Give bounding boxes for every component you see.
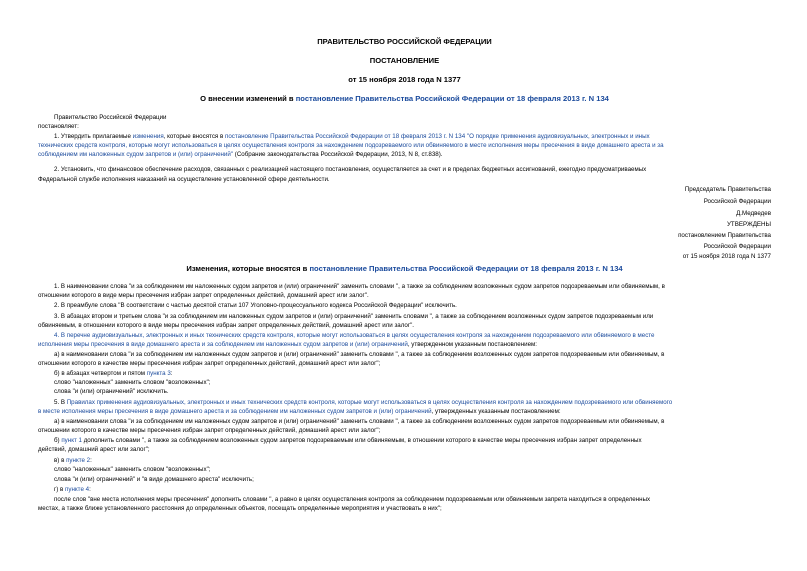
item-line xyxy=(54,486,91,495)
item-line: 3. В абзацах втором и третьем слова "и за соблюдением им наложенных судом запретов и (или) ограничений" заменить словами ", а также за соблюдением возложенных судом запретов подозреваемым или xyxy=(54,313,654,320)
item-line: а) в наименовании слова "и за соблюдением им наложенных судом запретов и (или) ограничений" заменить словами ", а также за соблюдением возложенных судом запретов подозреваемым или обвиняемым, в xyxy=(54,351,665,358)
item-line: слово "наложенных" заменить словом "возложенных"; xyxy=(54,379,211,386)
intro-line: постановляет: xyxy=(38,123,79,130)
item-line: а) в наименовании слова "и за соблюдением им наложенных судом запретов и (или) ограничений" заменить словами ", а также за соблюдением возложенных судом запретов подозреваемым или обвиняемым, в xyxy=(54,418,665,425)
intro-line: Правительство Российской Федерации xyxy=(54,114,167,121)
text: б) xyxy=(54,437,62,444)
item-line: отношении которого в качестве меры пресечения избран запрет определенных действий, домашний арест или залог"; xyxy=(38,427,381,434)
rules-link[interactable]: Правилах применения аудиовизуальных, электронных и иных технических средств контроля, которые могут использоваться в целях осуществления контроля за нахождением подозреваемого или обвиняемого xyxy=(66,399,673,406)
clause-link[interactable]: пункте 2 xyxy=(66,457,91,464)
item-line xyxy=(54,370,173,379)
p2-line: 2. Установить, что финансовое обеспечение расходов, связанных с реализацией настоящего постановления, осуществляется за счет и в пределах бюджетных ассигнований, ежегодно предусматриваемых xyxy=(54,166,647,173)
item-line xyxy=(54,457,92,466)
text: б) в абзацах четвертом и пятом xyxy=(54,370,147,377)
changes-link[interactable]: изменения xyxy=(132,133,164,140)
text: , которые вносятся в xyxy=(163,133,225,140)
text: : xyxy=(170,370,173,377)
item-line: отношении которого в виде меры пресечения избран запрет определенных действий, домашний арест или залог". xyxy=(38,292,369,299)
doc-type-heading: ПОСТАНОВЛЕНИЕ xyxy=(369,56,440,65)
text: : xyxy=(89,486,91,493)
item-line: слово "наложенных" заменить словом "возложенных"; xyxy=(54,466,211,473)
approval-line: от 15 ноября 2018 года N 1377 xyxy=(682,253,771,260)
item-line xyxy=(38,341,537,350)
item-line: после слов "вне места исполнения меры пресечения" дополнить словами ", а равно в целях осуществления контроля за соблюдением подозреваемым или обвиняемым запрета находиться в определенных xyxy=(54,496,651,503)
text: (Собрание законодательства Российской Федерации, 2013, N 8, ст.838). xyxy=(233,151,443,158)
government-heading: ПРАВИТЕЛЬСТВО РОССИЙСКОЙ ФЕДЕРАЦИИ xyxy=(317,37,492,46)
item-line: отношении которого в качестве меры пресечения избран запрет определенных действий, домашний арест или залог"; xyxy=(38,360,381,367)
changes-title-prefix: Изменения, которые вносятся в xyxy=(186,264,310,273)
document-title xyxy=(38,94,771,103)
date-number-heading: от 15 ноября 2018 года N 1377 xyxy=(348,75,461,84)
clause-link[interactable]: пункта 3 xyxy=(146,370,171,377)
item-line xyxy=(54,399,672,408)
rules-link[interactable]: в месте исполнения меры пресечения в виде домашнего ареста и за соблюдением им наложенных судом запретов и (или) ограничений xyxy=(38,408,432,415)
item-line: 2. В преамбуле слова "В соответствии с частью десятой статьи 107 Уголовно-процессуального кодекса Российской Федерации" исключить. xyxy=(54,302,457,309)
item-line xyxy=(38,408,561,417)
signature-line: Российской Федерации xyxy=(703,198,771,205)
text: дополнить словами ", а также за соблюдением возложенных судом запретов подозреваемым или обвиняемым, в отношении которого в качестве меры пресечения избран запрет определенных xyxy=(81,437,642,444)
title-prefix: О внесении изменений в xyxy=(200,94,296,103)
clause-link[interactable]: пункт 1 xyxy=(61,437,82,444)
text: г) в xyxy=(54,486,66,493)
p2-line: Федеральной службе исполнения наказаний на осуществление установленной сфере деятельности. xyxy=(38,176,330,183)
item-line xyxy=(54,437,642,446)
p1-line xyxy=(54,133,650,142)
decree-link[interactable]: постановление Правительства Российской Федерации от 18 февраля 2013 г. N 134 "О порядке применения аудиовизуальных, электронных и иных xyxy=(225,133,650,140)
list-link[interactable]: исполнения меры пресечения в виде домашнего ареста и за соблюдением им наложенных судом запретов и (или) ограничений xyxy=(38,341,408,348)
approval-line: Российской Федерации xyxy=(703,243,771,250)
text: , утвержденном указанным постановлением: xyxy=(407,341,538,348)
item-line: местах, а также ближе установленного расстояния до определенных объектов, посещать определенные мероприятия и участвовать в них"; xyxy=(38,505,442,512)
item-line: слова "и (или) ограничений" исключить. xyxy=(54,388,169,395)
approval-line: УТВЕРЖДЕНЫ xyxy=(727,221,771,228)
text: , утвержденных указанным постановлением: xyxy=(431,408,561,415)
changes-title-link[interactable]: постановление Правительства Российской Федерации от 18 февраля 2013 г. N 134 xyxy=(309,264,623,273)
clause-link[interactable]: пункте 4 xyxy=(65,486,90,493)
approval-line: постановлением Правительства xyxy=(678,232,771,239)
text: 5. В xyxy=(54,399,67,406)
item-line: действий, домашний арест или залог"; xyxy=(38,446,150,453)
decree-link[interactable]: соблюдением им наложенных судом запретов и (или) ограничений" xyxy=(38,151,234,158)
p1-line xyxy=(38,151,443,160)
changes-title xyxy=(38,264,771,273)
text: в) в xyxy=(54,457,67,464)
text: : xyxy=(90,457,92,464)
title-link[interactable]: постановление Правительства Российской Федерации от 18 февраля 2013 г. N 134 xyxy=(295,94,609,103)
signature-line: Председатель Правительства xyxy=(684,186,771,193)
signature-line: Д.Медведев xyxy=(736,210,771,217)
item-line: обвиняемым, в отношении которого в виде меры пресечения избран запрет определенных действий, домашний арест или залог". xyxy=(38,322,415,329)
text: 1. Утвердить прилагаемые xyxy=(54,133,133,140)
item-line: слова "и (или) ограничений" и "в виде домашнего ареста" исключить; xyxy=(54,476,254,483)
list-link[interactable]: 4. В перечне аудиовизуальных, электронных и иных технических средств контроля, которые могут использоваться в целях осуществления контроля за нахождением подозреваемого или обвиняемого в месте xyxy=(54,332,655,339)
item-line: 1. В наименовании слова "и за соблюдением им наложенных судом запретов и (или) ограничений" заменить словами ", а также за соблюдением возложенных судом запретов подозреваемым или обвиняемым, в xyxy=(54,283,665,290)
decree-link[interactable]: технических средств контроля, которые могут использоваться в целях осуществления контроля за нахождением подозреваемого или обвиняемого в месте исполнения меры пресечения в виде домашнего ареста и за xyxy=(38,142,664,149)
